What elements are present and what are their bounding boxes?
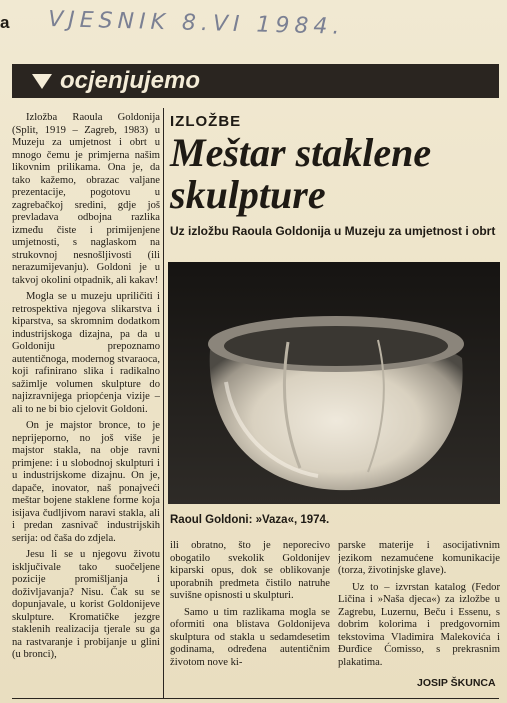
- paragraph: Mogla se u muzeju upriličiti i retrospektiva njegova slikarstva i kiparstva, sa skromnim dodatkom industrijskoga dizajna, pa da u Goldoniju prepoznamo autentičnoga, modernog stvaraoca, koji rafinirano slika i radikalno sažimlje volumen skulpture do najizravnijega priopćenja vizije – ali to ne bi bio cjelovit Goldoni.: [12, 291, 160, 415]
- kicker: IZLOŽBE: [170, 113, 242, 130]
- paragraph: Uz to – izvrstan katalog (Fedor Ličina i »Naša djeca«) za izložbe u Zagrebu, Luzernu, Beču i Essenu, s dobrim kolorima i predgovornim tekstovima Vladimira Malekovića i Đurđice Ćomisso, s prekrasnim plakatima.: [338, 581, 500, 668]
- handwritten-date: VJESNIK 8.VI 1984.: [47, 7, 345, 40]
- paragraph: Izložba Raoula Goldonija (Split, 1919 – Zagreb, 1983) u Muzeju za umjetnost i obrt u mnogo čemu je primjerna našim likovnim prilikama. Ona je, da tako kažemo, obrazac valjane prezentacije, pogotovu u zagrebačkoj sredini, gdje još prevladava odbojna razlika između čiste i primijenjene umjetnosti, s naglaskom na strukovnoj nesnošljivosti (ili nerazumijevanju). Goldoni je u takvoj okolini otpadnik, ali kakav!: [12, 112, 160, 286]
- article-column-1: [12, 112, 160, 694]
- photo-caption: Raoul Goldoni: »Vaza«, 1974.: [170, 514, 330, 526]
- section-band: [12, 64, 499, 98]
- page-mark: a: [0, 14, 10, 32]
- paragraph: Jesu li se u njegovu životu isključivale tako suočeljene pozicije promišljanja i doživljavanja? Nisu. Čak su se dopunjavale, u korist Goldonijeve skulpture. Kromatičke jezgre staklenih realizacija tjerale su ga na rastvaranje i probijanje u glini (u bronci),: [12, 549, 160, 660]
- footer-rule: [12, 698, 499, 699]
- headline-line-1: Meštar staklene: [170, 130, 432, 175]
- headline: [170, 132, 504, 216]
- headline-line-2: skulpture: [170, 172, 326, 217]
- paragraph: ili obratno, što je neporecivo obogatilo svekolik Goldonijev kiparski opus, dok se oblikovanje uporabnih predmeta čistilo natruhe suvišne opisnosti u skulpturi.: [170, 540, 330, 601]
- paragraph: On je majstor bronce, to je neprijeporno, no još više je majstor stakla, na obje ravni primjene: i u slobodnoj skulpturi i u industrijskome dizajnu. On je, dapače, inovator, naš ponajveći meštar bojene staklene forme koja isijava čudljivom naravi stakla, ali i predan zasnivač industrijskih serija: od čaša do zdjela.: [12, 420, 160, 544]
- paragraph: Samo u tim razlikama mogla se oformiti ona blistava Goldonijeva skulptura od stakla u sedamdesetim godinama, određena autentičnim životom nove ki-: [170, 606, 330, 668]
- vase-illustration: [168, 262, 500, 504]
- deck: Uz izložbu Raoula Goldonija u Muzeju za umjetnost i obrt: [170, 224, 496, 238]
- paragraph: parske materije i asocijativnim jezikom nezamućene komunikacije (torza, životinjske glave).: [338, 540, 500, 576]
- byline: JOSIP ŠKUNCA: [417, 677, 496, 689]
- section-label: ocjenjujemo: [60, 67, 201, 94]
- vase-photo: [168, 262, 500, 504]
- article-column-2: [170, 540, 330, 686]
- article-column-3: [338, 540, 500, 676]
- triangle-down-icon: [32, 74, 52, 89]
- column-divider: [163, 108, 164, 698]
